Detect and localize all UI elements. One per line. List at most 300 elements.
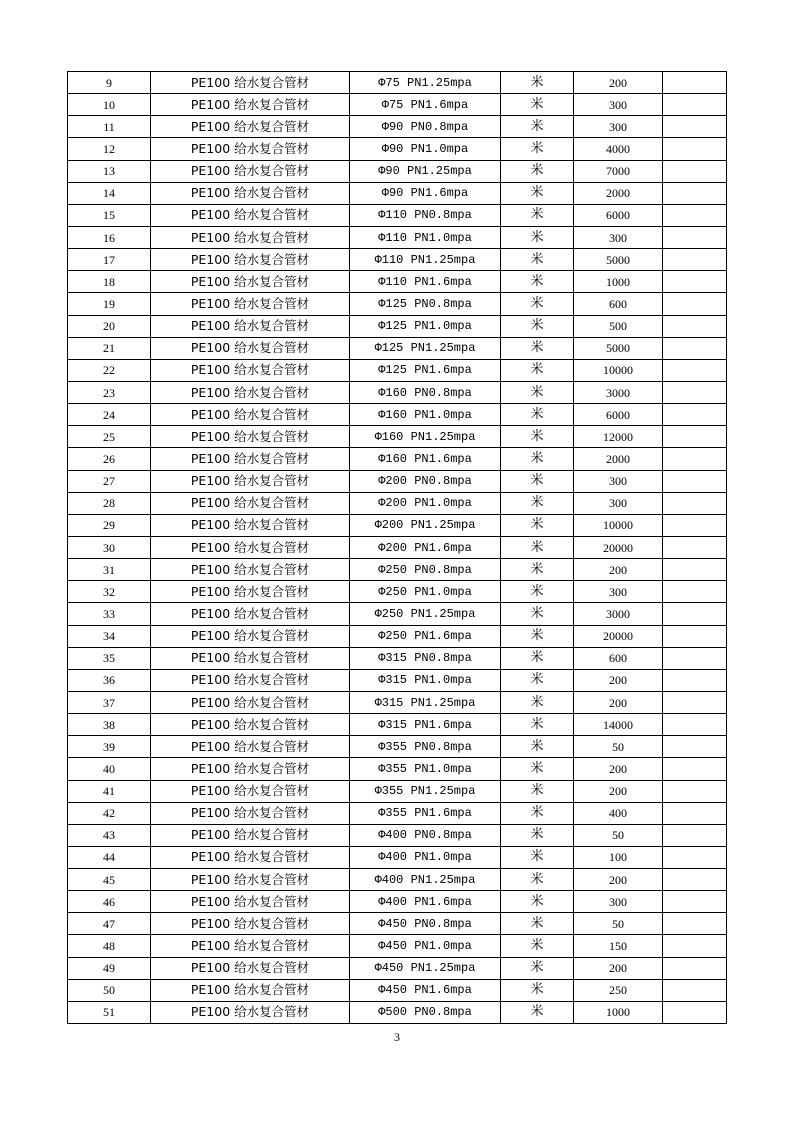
material-spec-cell: Φ250 PN1.0mpa xyxy=(350,581,501,603)
unit-cell: 米 xyxy=(501,249,574,271)
material-name-cell: PE100 给水复合管材 xyxy=(151,824,350,846)
row-number-cell: 14 xyxy=(68,182,151,204)
quantity-cell: 20000 xyxy=(574,625,663,647)
table-row xyxy=(68,94,727,116)
quantity-cell: 5000 xyxy=(574,249,663,271)
quantity-cell: 10000 xyxy=(574,514,663,536)
table-row xyxy=(68,736,727,758)
table-row xyxy=(68,891,727,913)
material-name-cell: PE100 给水复合管材 xyxy=(151,315,350,337)
material-spec-cell: Φ250 PN1.6mpa xyxy=(350,625,501,647)
material-spec-cell: Φ400 PN1.6mpa xyxy=(350,891,501,913)
row-number-cell: 23 xyxy=(68,381,151,403)
row-number-cell: 40 xyxy=(68,758,151,780)
material-name-cell: PE100 给水复合管材 xyxy=(151,891,350,913)
remarks-cell xyxy=(663,182,727,204)
row-number-cell: 20 xyxy=(68,315,151,337)
unit-cell: 米 xyxy=(501,337,574,359)
material-spec-cell: Φ355 PN0.8mpa xyxy=(350,736,501,758)
quantity-cell: 200 xyxy=(574,669,663,691)
remarks-cell xyxy=(663,94,727,116)
row-number-cell: 9 xyxy=(68,72,151,94)
unit-cell: 米 xyxy=(501,780,574,802)
remarks-cell xyxy=(663,470,727,492)
row-number-cell: 24 xyxy=(68,404,151,426)
unit-cell: 米 xyxy=(501,846,574,868)
material-name-cell: PE100 给水复合管材 xyxy=(151,448,350,470)
row-number-cell: 11 xyxy=(68,116,151,138)
unit-cell: 米 xyxy=(501,182,574,204)
remarks-cell xyxy=(663,714,727,736)
quantity-cell: 200 xyxy=(574,780,663,802)
row-number-cell: 28 xyxy=(68,492,151,514)
remarks-cell xyxy=(663,625,727,647)
material-name-cell: PE100 给水复合管材 xyxy=(151,691,350,713)
unit-cell: 米 xyxy=(501,404,574,426)
unit-cell: 米 xyxy=(501,714,574,736)
material-spec-cell: Φ200 PN1.6mpa xyxy=(350,536,501,558)
table-row xyxy=(68,293,727,315)
material-name-cell: PE100 给水复合管材 xyxy=(151,514,350,536)
row-number-cell: 34 xyxy=(68,625,151,647)
unit-cell: 米 xyxy=(501,160,574,182)
remarks-cell xyxy=(663,204,727,226)
material-spec-cell: Φ125 PN1.6mpa xyxy=(350,359,501,381)
table-row xyxy=(68,979,727,1001)
material-name-cell: PE100 给水复合管材 xyxy=(151,935,350,957)
quantity-cell: 5000 xyxy=(574,337,663,359)
material-name-cell: PE100 给水复合管材 xyxy=(151,337,350,359)
material-spec-cell: Φ160 PN1.25mpa xyxy=(350,426,501,448)
row-number-cell: 38 xyxy=(68,714,151,736)
row-number-cell: 19 xyxy=(68,293,151,315)
quantity-cell: 1000 xyxy=(574,1001,663,1023)
material-spec-cell: Φ160 PN0.8mpa xyxy=(350,381,501,403)
quantity-cell: 300 xyxy=(574,116,663,138)
unit-cell: 米 xyxy=(501,426,574,448)
remarks-cell xyxy=(663,935,727,957)
quantity-cell: 4000 xyxy=(574,138,663,160)
material-spec-cell: Φ450 PN1.6mpa xyxy=(350,979,501,1001)
quantity-cell: 300 xyxy=(574,226,663,248)
material-spec-cell: Φ90 PN1.0mpa xyxy=(350,138,501,160)
remarks-cell xyxy=(663,514,727,536)
row-number-cell: 48 xyxy=(68,935,151,957)
material-spec-cell: Φ400 PN0.8mpa xyxy=(350,824,501,846)
row-number-cell: 18 xyxy=(68,271,151,293)
table-row xyxy=(68,824,727,846)
material-name-cell: PE100 给水复合管材 xyxy=(151,359,350,381)
table-row xyxy=(68,72,727,94)
material-name-cell: PE100 给水复合管材 xyxy=(151,492,350,514)
table-row xyxy=(68,470,727,492)
remarks-cell xyxy=(663,913,727,935)
material-name-cell: PE100 给水复合管材 xyxy=(151,160,350,182)
table-row xyxy=(68,913,727,935)
table-row xyxy=(68,381,727,403)
row-number-cell: 42 xyxy=(68,802,151,824)
material-name-cell: PE100 给水复合管材 xyxy=(151,979,350,1001)
table-row xyxy=(68,536,727,558)
material-spec-cell: Φ160 PN1.0mpa xyxy=(350,404,501,426)
material-spec-cell: Φ400 PN1.0mpa xyxy=(350,846,501,868)
material-spec-cell: Φ315 PN1.0mpa xyxy=(350,669,501,691)
unit-cell: 米 xyxy=(501,116,574,138)
material-spec-cell: Φ200 PN1.0mpa xyxy=(350,492,501,514)
table-row xyxy=(68,315,727,337)
material-spec-cell: Φ450 PN1.25mpa xyxy=(350,957,501,979)
table-row xyxy=(68,337,727,359)
remarks-cell xyxy=(663,226,727,248)
row-number-cell: 17 xyxy=(68,249,151,271)
unit-cell: 米 xyxy=(501,647,574,669)
table-row xyxy=(68,448,727,470)
quantity-cell: 50 xyxy=(574,913,663,935)
quantity-cell: 200 xyxy=(574,957,663,979)
remarks-cell xyxy=(663,160,727,182)
remarks-cell xyxy=(663,736,727,758)
quantity-cell: 200 xyxy=(574,869,663,891)
material-name-cell: PE100 给水复合管材 xyxy=(151,559,350,581)
material-name-cell: PE100 给水复合管材 xyxy=(151,780,350,802)
material-name-cell: PE100 给水复合管材 xyxy=(151,138,350,160)
remarks-cell xyxy=(663,359,727,381)
material-name-cell: PE100 给水复合管材 xyxy=(151,913,350,935)
table-row xyxy=(68,758,727,780)
material-name-cell: PE100 给水复合管材 xyxy=(151,1001,350,1023)
material-spec-cell: Φ315 PN0.8mpa xyxy=(350,647,501,669)
material-name-cell: PE100 给水复合管材 xyxy=(151,404,350,426)
material-name-cell: PE100 给水复合管材 xyxy=(151,714,350,736)
material-name-cell: PE100 给水复合管材 xyxy=(151,669,350,691)
material-name-cell: PE100 给水复合管材 xyxy=(151,470,350,492)
material-name-cell: PE100 给水复合管材 xyxy=(151,204,350,226)
unit-cell: 米 xyxy=(501,470,574,492)
remarks-cell xyxy=(663,426,727,448)
remarks-cell xyxy=(663,691,727,713)
table-row xyxy=(68,780,727,802)
quantity-cell: 500 xyxy=(574,315,663,337)
remarks-cell xyxy=(663,404,727,426)
unit-cell: 米 xyxy=(501,492,574,514)
unit-cell: 米 xyxy=(501,315,574,337)
unit-cell: 米 xyxy=(501,448,574,470)
unit-cell: 米 xyxy=(501,979,574,1001)
quantity-cell: 300 xyxy=(574,94,663,116)
material-spec-cell: Φ125 PN0.8mpa xyxy=(350,293,501,315)
quantity-cell: 3000 xyxy=(574,603,663,625)
unit-cell: 米 xyxy=(501,625,574,647)
row-number-cell: 35 xyxy=(68,647,151,669)
unit-cell: 米 xyxy=(501,1001,574,1023)
material-spec-cell: Φ90 PN0.8mpa xyxy=(350,116,501,138)
material-name-cell: PE100 给水复合管材 xyxy=(151,94,350,116)
remarks-cell xyxy=(663,869,727,891)
unit-cell: 米 xyxy=(501,802,574,824)
quantity-cell: 3000 xyxy=(574,381,663,403)
quantity-cell: 400 xyxy=(574,802,663,824)
unit-cell: 米 xyxy=(501,869,574,891)
unit-cell: 米 xyxy=(501,72,574,94)
quantity-cell: 200 xyxy=(574,691,663,713)
remarks-cell xyxy=(663,492,727,514)
quantity-cell: 1000 xyxy=(574,271,663,293)
row-number-cell: 47 xyxy=(68,913,151,935)
row-number-cell: 36 xyxy=(68,669,151,691)
remarks-cell xyxy=(663,780,727,802)
unit-cell: 米 xyxy=(501,381,574,403)
material-spec-cell: Φ125 PN1.25mpa xyxy=(350,337,501,359)
material-name-cell: PE100 给水复合管材 xyxy=(151,625,350,647)
material-name-cell: PE100 给水复合管材 xyxy=(151,249,350,271)
row-number-cell: 51 xyxy=(68,1001,151,1023)
remarks-cell xyxy=(663,669,727,691)
row-number-cell: 31 xyxy=(68,559,151,581)
material-name-cell: PE100 给水复合管材 xyxy=(151,581,350,603)
page-number: 3 xyxy=(394,1030,400,1044)
table-row xyxy=(68,226,727,248)
unit-cell: 米 xyxy=(501,138,574,160)
row-number-cell: 46 xyxy=(68,891,151,913)
unit-cell: 米 xyxy=(501,957,574,979)
table-row xyxy=(68,647,727,669)
quantity-cell: 12000 xyxy=(574,426,663,448)
row-number-cell: 25 xyxy=(68,426,151,448)
material-spec-cell: Φ110 PN1.0mpa xyxy=(350,226,501,248)
remarks-cell xyxy=(663,802,727,824)
remarks-cell xyxy=(663,536,727,558)
quantity-cell: 300 xyxy=(574,891,663,913)
remarks-cell xyxy=(663,337,727,359)
row-number-cell: 37 xyxy=(68,691,151,713)
quantity-cell: 2000 xyxy=(574,448,663,470)
quantity-cell: 6000 xyxy=(574,404,663,426)
material-name-cell: PE100 给水复合管材 xyxy=(151,226,350,248)
row-number-cell: 10 xyxy=(68,94,151,116)
material-spec-cell: Φ200 PN0.8mpa xyxy=(350,470,501,492)
remarks-cell xyxy=(663,581,727,603)
unit-cell: 米 xyxy=(501,736,574,758)
unit-cell: 米 xyxy=(501,669,574,691)
material-name-cell: PE100 给水复合管材 xyxy=(151,182,350,204)
row-number-cell: 27 xyxy=(68,470,151,492)
remarks-cell xyxy=(663,293,727,315)
quantity-cell: 50 xyxy=(574,736,663,758)
unit-cell: 米 xyxy=(501,536,574,558)
material-spec-cell: Φ355 PN1.25mpa xyxy=(350,780,501,802)
material-spec-cell: Φ400 PN1.25mpa xyxy=(350,869,501,891)
material-spec-cell: Φ90 PN1.25mpa xyxy=(350,160,501,182)
material-spec-cell: Φ450 PN0.8mpa xyxy=(350,913,501,935)
row-number-cell: 26 xyxy=(68,448,151,470)
remarks-cell xyxy=(663,957,727,979)
unit-cell: 米 xyxy=(501,824,574,846)
row-number-cell: 30 xyxy=(68,536,151,558)
row-number-cell: 15 xyxy=(68,204,151,226)
material-name-cell: PE100 给水复合管材 xyxy=(151,116,350,138)
unit-cell: 米 xyxy=(501,226,574,248)
table-row xyxy=(68,1001,727,1023)
material-name-cell: PE100 给水复合管材 xyxy=(151,381,350,403)
unit-cell: 米 xyxy=(501,94,574,116)
remarks-cell xyxy=(663,271,727,293)
material-spec-cell: Φ200 PN1.25mpa xyxy=(350,514,501,536)
row-number-cell: 49 xyxy=(68,957,151,979)
table-row xyxy=(68,669,727,691)
table-row xyxy=(68,249,727,271)
material-name-cell: PE100 给水复合管材 xyxy=(151,802,350,824)
remarks-cell xyxy=(663,824,727,846)
table-row xyxy=(68,426,727,448)
row-number-cell: 12 xyxy=(68,138,151,160)
row-number-cell: 21 xyxy=(68,337,151,359)
remarks-cell xyxy=(663,381,727,403)
table-row xyxy=(68,581,727,603)
quantity-cell: 10000 xyxy=(574,359,663,381)
remarks-cell xyxy=(663,1001,727,1023)
remarks-cell xyxy=(663,315,727,337)
quantity-cell: 600 xyxy=(574,647,663,669)
material-spec-cell: Φ75 PN1.6mpa xyxy=(350,94,501,116)
remarks-cell xyxy=(663,448,727,470)
table-row xyxy=(68,691,727,713)
material-name-cell: PE100 给水复合管材 xyxy=(151,647,350,669)
material-spec-cell: Φ250 PN0.8mpa xyxy=(350,559,501,581)
material-spec-cell: Φ90 PN1.6mpa xyxy=(350,182,501,204)
material-spec-cell: Φ110 PN1.6mpa xyxy=(350,271,501,293)
material-name-cell: PE100 给水复合管材 xyxy=(151,869,350,891)
table-row xyxy=(68,359,727,381)
quantity-cell: 2000 xyxy=(574,182,663,204)
row-number-cell: 44 xyxy=(68,846,151,868)
table-row xyxy=(68,138,727,160)
remarks-cell xyxy=(663,138,727,160)
row-number-cell: 29 xyxy=(68,514,151,536)
materials-table xyxy=(67,71,727,1024)
material-name-cell: PE100 给水复合管材 xyxy=(151,536,350,558)
table-row xyxy=(68,559,727,581)
quantity-cell: 6000 xyxy=(574,204,663,226)
unit-cell: 米 xyxy=(501,758,574,780)
remarks-cell xyxy=(663,116,727,138)
unit-cell: 米 xyxy=(501,581,574,603)
table-row xyxy=(68,204,727,226)
row-number-cell: 50 xyxy=(68,979,151,1001)
quantity-cell: 200 xyxy=(574,72,663,94)
material-name-cell: PE100 给水复合管材 xyxy=(151,603,350,625)
unit-cell: 米 xyxy=(501,935,574,957)
table-row xyxy=(68,714,727,736)
quantity-cell: 300 xyxy=(574,492,663,514)
remarks-cell xyxy=(663,603,727,625)
material-name-cell: PE100 给水复合管材 xyxy=(151,957,350,979)
table-row xyxy=(68,603,727,625)
material-spec-cell: Φ315 PN1.6mpa xyxy=(350,714,501,736)
row-number-cell: 43 xyxy=(68,824,151,846)
quantity-cell: 300 xyxy=(574,581,663,603)
table-row xyxy=(68,957,727,979)
remarks-cell xyxy=(663,979,727,1001)
unit-cell: 米 xyxy=(501,204,574,226)
table-row xyxy=(68,802,727,824)
quantity-cell: 600 xyxy=(574,293,663,315)
quantity-cell: 150 xyxy=(574,935,663,957)
table-row xyxy=(68,492,727,514)
table-row xyxy=(68,935,727,957)
material-name-cell: PE100 给水复合管材 xyxy=(151,271,350,293)
material-name-cell: PE100 给水复合管材 xyxy=(151,736,350,758)
unit-cell: 米 xyxy=(501,603,574,625)
quantity-cell: 200 xyxy=(574,758,663,780)
material-name-cell: PE100 给水复合管材 xyxy=(151,426,350,448)
quantity-cell: 14000 xyxy=(574,714,663,736)
material-spec-cell: Φ500 PN0.8mpa xyxy=(350,1001,501,1023)
table-row xyxy=(68,514,727,536)
table-row xyxy=(68,846,727,868)
table-row xyxy=(68,404,727,426)
material-spec-cell: Φ125 PN1.0mpa xyxy=(350,315,501,337)
row-number-cell: 13 xyxy=(68,160,151,182)
unit-cell: 米 xyxy=(501,559,574,581)
remarks-cell xyxy=(663,559,727,581)
material-spec-cell: Φ160 PN1.6mpa xyxy=(350,448,501,470)
quantity-cell: 100 xyxy=(574,846,663,868)
material-spec-cell: Φ250 PN1.25mpa xyxy=(350,603,501,625)
row-number-cell: 41 xyxy=(68,780,151,802)
unit-cell: 米 xyxy=(501,514,574,536)
row-number-cell: 16 xyxy=(68,226,151,248)
remarks-cell xyxy=(663,846,727,868)
table-row xyxy=(68,182,727,204)
material-spec-cell: Φ110 PN0.8mpa xyxy=(350,204,501,226)
quantity-cell: 200 xyxy=(574,559,663,581)
quantity-cell: 50 xyxy=(574,824,663,846)
material-spec-cell: Φ355 PN1.6mpa xyxy=(350,802,501,824)
unit-cell: 米 xyxy=(501,271,574,293)
material-spec-cell: Φ355 PN1.0mpa xyxy=(350,758,501,780)
material-spec-cell: Φ75 PN1.25mpa xyxy=(350,72,501,94)
material-name-cell: PE100 给水复合管材 xyxy=(151,293,350,315)
material-spec-cell: Φ110 PN1.25mpa xyxy=(350,249,501,271)
quantity-cell: 300 xyxy=(574,470,663,492)
unit-cell: 米 xyxy=(501,913,574,935)
quantity-cell: 20000 xyxy=(574,536,663,558)
table-row xyxy=(68,869,727,891)
material-spec-cell: Φ315 PN1.25mpa xyxy=(350,691,501,713)
quantity-cell: 7000 xyxy=(574,160,663,182)
table-row xyxy=(68,625,727,647)
table-row xyxy=(68,271,727,293)
row-number-cell: 45 xyxy=(68,869,151,891)
unit-cell: 米 xyxy=(501,891,574,913)
material-name-cell: PE100 给水复合管材 xyxy=(151,72,350,94)
material-name-cell: PE100 给水复合管材 xyxy=(151,758,350,780)
row-number-cell: 39 xyxy=(68,736,151,758)
remarks-cell xyxy=(663,72,727,94)
unit-cell: 米 xyxy=(501,359,574,381)
remarks-cell xyxy=(663,249,727,271)
remarks-cell xyxy=(663,891,727,913)
unit-cell: 米 xyxy=(501,293,574,315)
table-row xyxy=(68,160,727,182)
table-row xyxy=(68,116,727,138)
material-name-cell: PE100 给水复合管材 xyxy=(151,846,350,868)
remarks-cell xyxy=(663,758,727,780)
materials-table-body xyxy=(68,72,727,1024)
unit-cell: 米 xyxy=(501,691,574,713)
remarks-cell xyxy=(663,647,727,669)
quantity-cell: 250 xyxy=(574,979,663,1001)
